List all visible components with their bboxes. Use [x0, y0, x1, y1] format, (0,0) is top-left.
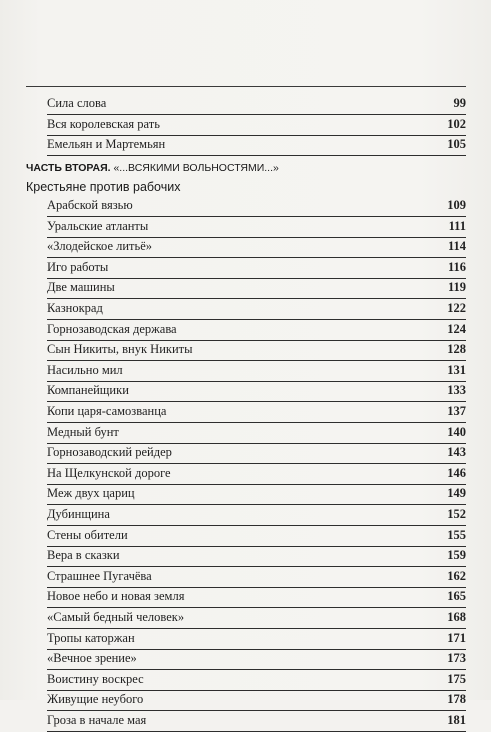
toc-entry-page-number: 133	[447, 383, 466, 398]
toc-entry	[47, 236, 466, 258]
toc-entry-title: Две машины	[47, 280, 115, 295]
section-heading: Крестьяне против рабочих	[26, 180, 181, 194]
part-title: «...ВСЯКИМИ ВОЛЬНОСТЯМИ...»	[113, 162, 279, 174]
toc-entry	[47, 401, 466, 423]
toc-entry	[47, 545, 466, 567]
toc-entry-title: Сын Никиты, внук Никиты	[47, 342, 193, 357]
toc-entry-page-number: 152	[447, 507, 466, 521]
toc-entry-page-number: 131	[447, 362, 466, 377]
toc-entry-title: Медный бунт	[47, 424, 119, 439]
toc-entry-page-number: 102	[447, 116, 466, 131]
toc-entry-title: Тропы каторжан	[47, 630, 135, 645]
toc-entry	[47, 525, 466, 547]
toc-entry-page-number: 155	[447, 527, 466, 542]
toc-entry-title: Насильно мил	[47, 362, 123, 377]
toc-entry	[47, 319, 466, 341]
part-label: ЧАСТЬ ВТОРАЯ.	[26, 162, 111, 174]
part-heading	[26, 162, 279, 174]
toc-entry-page-number: 137	[447, 404, 466, 418]
toc-entry	[47, 195, 466, 217]
toc-entry-underline	[47, 155, 466, 156]
toc-entry	[47, 628, 466, 650]
toc-entry	[47, 689, 466, 711]
toc-entry-title: Воистину воскрес	[47, 671, 144, 686]
toc-entry	[47, 710, 466, 732]
toc-entry	[47, 442, 466, 464]
toc-entry	[47, 648, 466, 670]
toc-entry	[47, 339, 466, 361]
toc-entry-title: Гроза в начале мая	[47, 713, 147, 727]
toc-entry-title: Горнозаводская держава	[47, 321, 177, 336]
toc-entry-title: Живущие неубого	[47, 692, 144, 707]
toc-entry-title: Сила слова	[47, 96, 107, 110]
toc-entry-title: Горнозаводский рейдер	[47, 445, 172, 460]
toc-entry-title: «Самый бедный человек»	[47, 610, 185, 624]
toc-entry	[47, 298, 466, 320]
toc-entry-title: Вера в сказки	[47, 548, 120, 563]
toc-entry-page-number: 105	[447, 137, 466, 152]
toc-entry-page-number: 159	[447, 548, 466, 563]
toc-entry-page-number: 116	[447, 259, 466, 274]
toc-entry-page-number: 178	[447, 692, 466, 707]
toc-entry-title: Уральские атланты	[47, 218, 149, 233]
toc-entry-title: Компанейщики	[47, 383, 129, 398]
toc-entry-page-number: 119	[447, 280, 466, 295]
toc-entry-page-number: 146	[447, 465, 466, 480]
toc-entry-title: Копи царя-самозванца	[47, 404, 167, 418]
toc-entry	[47, 380, 466, 402]
toc-entry-page-number: 99	[453, 96, 466, 110]
toc-entry-title: Стены обители	[47, 527, 128, 542]
toc-entry-title: «Вечное зрение»	[47, 651, 137, 666]
toc-entry	[47, 114, 466, 136]
toc-entry-title: Иго работы	[47, 259, 109, 274]
toc-entry-page-number: 175	[447, 671, 466, 686]
toc-entry	[47, 504, 466, 526]
toc-entry	[47, 607, 466, 629]
toc-entry-page-number: 128	[447, 342, 466, 357]
toc-entry-page-number: 124	[447, 321, 466, 336]
toc-entry-page-number: 109	[447, 198, 466, 212]
toc-entry-title: На Щелкунской дороге	[47, 465, 171, 480]
toc-entry-page-number: 143	[447, 445, 466, 460]
toc-entry-title: Новое небо и новая земля	[47, 589, 185, 604]
toc-entry	[47, 216, 466, 238]
toc-entry-title: Арабской вязью	[47, 198, 133, 212]
toc-entry-page-number: 122	[447, 301, 466, 315]
toc-entry-page-number: 149	[447, 486, 466, 501]
toc-entry	[47, 93, 466, 115]
toc-entry-page-number: 173	[447, 651, 466, 666]
toc-entry	[47, 463, 466, 485]
toc-entry	[47, 566, 466, 588]
toc-entry-title: Казнокрад	[47, 301, 103, 315]
toc-entry-page-number: 162	[447, 568, 466, 583]
top-divider	[26, 86, 466, 87]
toc-entry-title: Страшнее Пугачёва	[47, 568, 152, 583]
toc-entry-page-number: 111	[448, 218, 466, 233]
toc-entry	[47, 360, 466, 382]
toc-entry-page-number: 181	[447, 713, 466, 727]
toc-entry	[47, 669, 466, 691]
toc-entry-page-number: 171	[447, 630, 466, 645]
toc-entry-page-number: 168	[447, 610, 466, 624]
toc-entry-page-number: 165	[447, 589, 466, 604]
toc-entry	[47, 277, 466, 299]
toc-entry	[47, 422, 466, 444]
toc-entry	[47, 134, 466, 156]
toc-entry-title: Дубинщина	[47, 507, 110, 521]
toc-entry	[47, 586, 466, 608]
toc-entry-title: Меж двух цариц	[47, 486, 135, 501]
toc-entry	[47, 483, 466, 505]
toc-entry-title: «Злодейское литьё»	[47, 239, 153, 254]
toc-entry-page-number: 140	[447, 424, 466, 439]
toc-entry-page-number: 114	[447, 239, 466, 254]
toc-entry-title: Вся королевская рать	[47, 116, 160, 131]
toc-entry-title: Емельян и Мартемьян	[47, 137, 166, 152]
toc-entry	[47, 257, 466, 279]
